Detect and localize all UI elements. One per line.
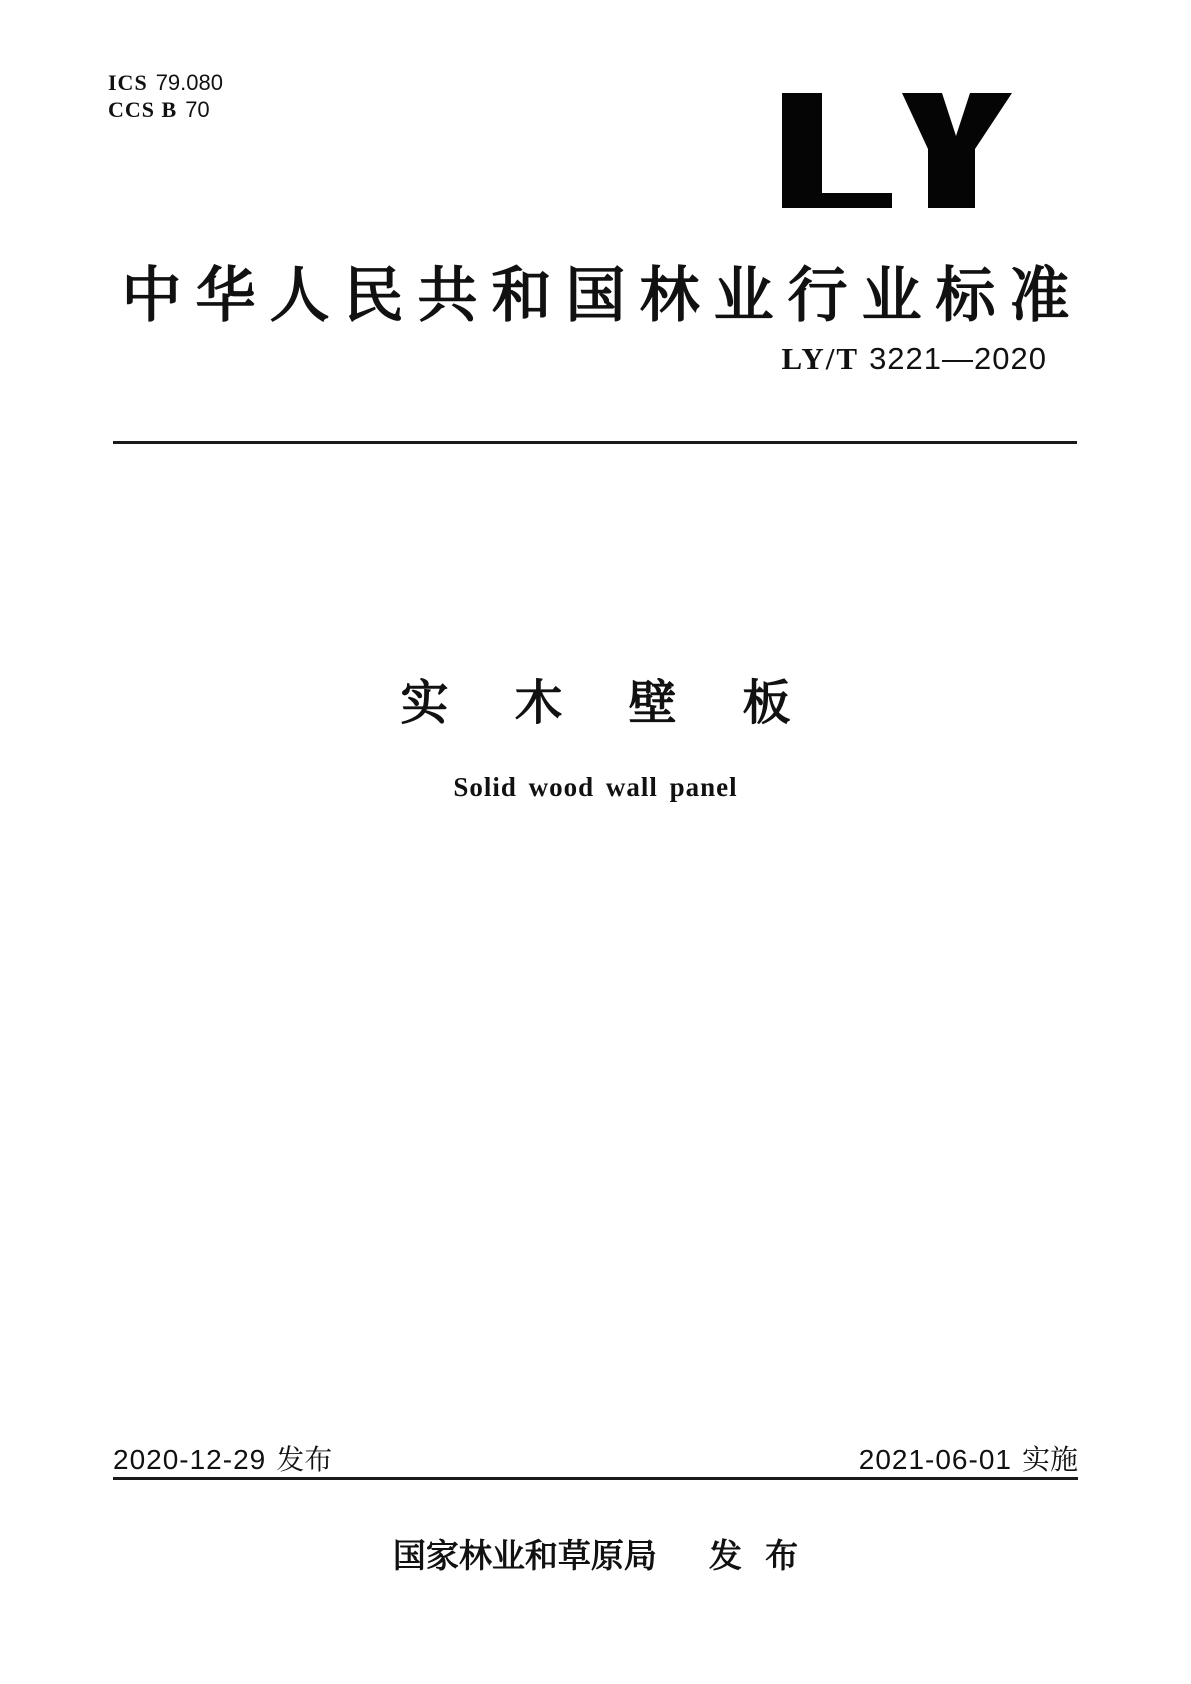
implement-date-group	[859, 1438, 1078, 1478]
standard-number	[782, 341, 1047, 377]
ccs-label: CCS B	[108, 96, 178, 122]
publisher-name: 国家林业和草原局	[392, 1537, 657, 1574]
implement-date: 2021-06-01	[858, 1444, 1012, 1475]
standard-number-prefix: LY/T	[781, 341, 860, 376]
issue-label: 发布	[276, 1444, 333, 1475]
issue-date-group	[113, 1438, 332, 1478]
ccs-value: 70	[185, 96, 210, 122]
ics-label: ICS	[108, 70, 148, 95]
ly-logo-glyphs	[782, 93, 1012, 208]
title-english: Solid wood wall panel	[453, 772, 738, 802]
publisher-row	[0, 1530, 1191, 1577]
ics-value: 79.080	[155, 70, 223, 95]
issue-date: 2020-12-29	[113, 1444, 267, 1475]
publish-action-label: 发 布	[708, 1537, 799, 1574]
org-heading: 中华人民共和国林业行业标准	[121, 262, 1084, 329]
ly-logo	[782, 93, 1012, 208]
dates-row	[113, 1438, 1078, 1478]
implement-label: 实施	[1021, 1444, 1078, 1475]
bottom-rule	[113, 1477, 1078, 1480]
top-rule	[113, 441, 1077, 444]
title-chinese: 实木壁板	[400, 677, 857, 730]
ccs-line	[108, 97, 223, 124]
classification-codes	[108, 70, 223, 124]
standard-number-digits: 3221—2020	[869, 341, 1047, 376]
ics-line	[108, 70, 223, 97]
